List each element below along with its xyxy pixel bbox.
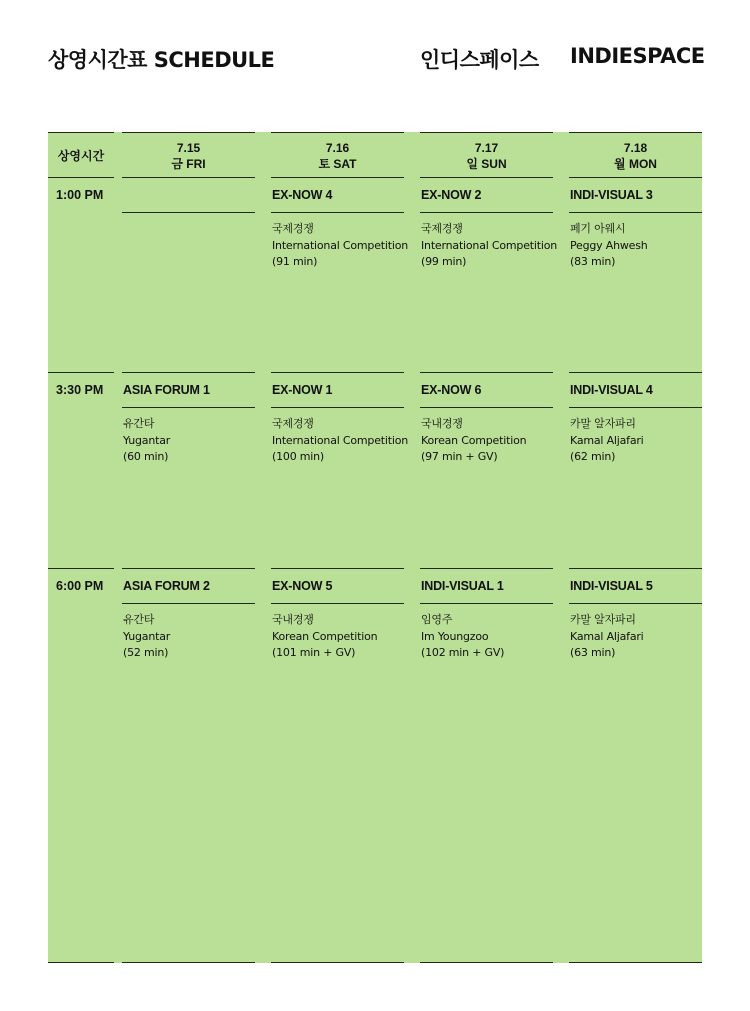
program-divider <box>420 212 553 213</box>
screening-title: 유간타 <box>123 417 155 430</box>
program-divider <box>569 212 702 213</box>
screening-title: 국제경쟁 <box>421 222 463 235</box>
screening-details <box>570 416 644 466</box>
day-date: 7.15 <box>176 141 201 155</box>
table-bottom-rule <box>271 962 404 963</box>
screening-duration: (83 min) <box>570 255 616 268</box>
slot-divider <box>48 568 114 569</box>
program-divider <box>271 603 404 604</box>
screening-duration: (62 min) <box>570 450 616 463</box>
screening-subtitle: Peggy Ahwesh <box>570 238 648 252</box>
program-divider <box>420 407 553 408</box>
screening-title: 국내경쟁 <box>272 613 314 626</box>
program-divider <box>122 603 255 604</box>
screening-subtitle: Yugantar <box>123 433 171 447</box>
screening-title: 국제경쟁 <box>272 417 314 430</box>
program-code: ASIA FORUM 1 <box>123 383 210 397</box>
screening-title: 임영주 <box>421 613 453 626</box>
screening-details <box>272 221 408 271</box>
screening-duration: (97 min + GV) <box>421 450 498 463</box>
program-code: INDI-VISUAL 1 <box>421 579 504 593</box>
day-header-mon <box>569 140 702 172</box>
venue-name-english: INDIESPACE <box>570 44 705 68</box>
screening-subtitle: Yugantar <box>123 629 171 643</box>
slot-divider <box>569 568 702 569</box>
screening-duration: (102 min + GV) <box>421 646 505 659</box>
screening-subtitle: Kamal Aljafari <box>570 629 644 643</box>
slot-divider <box>122 372 255 373</box>
day-weekday: 월 MON <box>614 157 657 171</box>
day-header-fri <box>122 140 255 172</box>
screening-subtitle: International Competition <box>272 433 409 447</box>
screening-duration: (91 min) <box>272 255 318 268</box>
table-top-rule <box>48 132 114 133</box>
screening-details <box>421 221 557 271</box>
day-weekday: 토 SAT <box>318 157 357 171</box>
program-code: INDI-VISUAL 4 <box>570 383 653 397</box>
slot-divider <box>271 372 404 373</box>
day-weekday: 일 SUN <box>466 157 507 171</box>
screening-title: 카말 알자파리 <box>570 613 636 626</box>
screening-subtitle: International Competition <box>272 238 409 252</box>
screening-duration: (100 min) <box>272 450 325 463</box>
screening-subtitle: Kamal Aljafari <box>570 433 644 447</box>
table-top-rule <box>420 132 553 133</box>
screening-title: 국제경쟁 <box>272 222 314 235</box>
day-weekday: 금 FRI <box>171 157 206 171</box>
screening-details <box>421 416 526 466</box>
screening-details <box>570 221 648 271</box>
screening-title: 페기 아웨시 <box>570 222 626 235</box>
slot-divider <box>122 568 255 569</box>
screening-details <box>123 416 170 466</box>
day-date: 7.16 <box>325 141 350 155</box>
program-code: INDI-VISUAL 5 <box>570 579 653 593</box>
screening-duration: (63 min) <box>570 646 616 659</box>
program-divider <box>569 407 702 408</box>
screening-details <box>570 612 644 662</box>
page-title: 상영시간표 SCHEDULE <box>48 48 275 72</box>
venue-name-korean: 인디스페이스 <box>420 48 539 72</box>
table-bottom-rule <box>122 962 255 963</box>
table-bottom-rule <box>48 962 114 963</box>
program-code: ASIA FORUM 2 <box>123 579 210 593</box>
header-divider <box>271 177 404 178</box>
time-slot-label: 1:00 PM <box>56 188 104 202</box>
program-code: INDI-VISUAL 3 <box>570 188 653 202</box>
program-code: EX-NOW 5 <box>272 579 333 593</box>
table-top-rule <box>569 132 702 133</box>
slot-divider <box>569 372 702 373</box>
slot-divider <box>420 372 553 373</box>
time-slot-label: 6:00 PM <box>56 579 104 593</box>
day-date: 7.17 <box>474 141 499 155</box>
screening-title: 국내경쟁 <box>421 417 463 430</box>
program-divider <box>122 212 255 213</box>
table-top-rule <box>122 132 255 133</box>
program-code: EX-NOW 1 <box>272 383 333 397</box>
header-divider <box>122 177 255 178</box>
program-code: EX-NOW 2 <box>421 188 482 202</box>
screening-details <box>272 416 408 466</box>
program-divider <box>122 407 255 408</box>
screening-subtitle: Im Youngzoo <box>421 629 489 643</box>
header-divider <box>48 177 114 178</box>
screening-duration: (99 min) <box>421 255 467 268</box>
program-code: EX-NOW 6 <box>421 383 482 397</box>
screening-details <box>421 612 504 662</box>
screening-subtitle: International Competition <box>421 238 558 252</box>
screening-subtitle: Korean Competition <box>421 433 527 447</box>
table-bottom-rule <box>569 962 702 963</box>
time-column-header: 상영시간 <box>57 149 105 163</box>
program-divider <box>271 407 404 408</box>
table-top-rule <box>271 132 404 133</box>
time-slot-label: 3:30 PM <box>56 383 104 397</box>
header-divider <box>569 177 702 178</box>
program-divider <box>420 603 553 604</box>
screening-title: 유간타 <box>123 613 155 626</box>
screening-duration: (101 min + GV) <box>272 646 356 659</box>
slot-divider <box>271 568 404 569</box>
program-code: EX-NOW 4 <box>272 188 333 202</box>
day-header-sun <box>420 140 553 172</box>
program-divider <box>569 603 702 604</box>
day-header-sat <box>271 140 404 172</box>
screening-details <box>272 612 377 662</box>
screening-title: 카말 알자파리 <box>570 417 636 430</box>
slot-divider <box>48 372 114 373</box>
day-date: 7.18 <box>623 141 648 155</box>
screening-duration: (60 min) <box>123 450 169 463</box>
screening-subtitle: Korean Competition <box>272 629 378 643</box>
program-divider <box>271 212 404 213</box>
table-bottom-rule <box>420 962 553 963</box>
slot-divider <box>420 568 553 569</box>
header-divider <box>420 177 553 178</box>
screening-duration: (52 min) <box>123 646 169 659</box>
screening-details <box>123 612 170 662</box>
